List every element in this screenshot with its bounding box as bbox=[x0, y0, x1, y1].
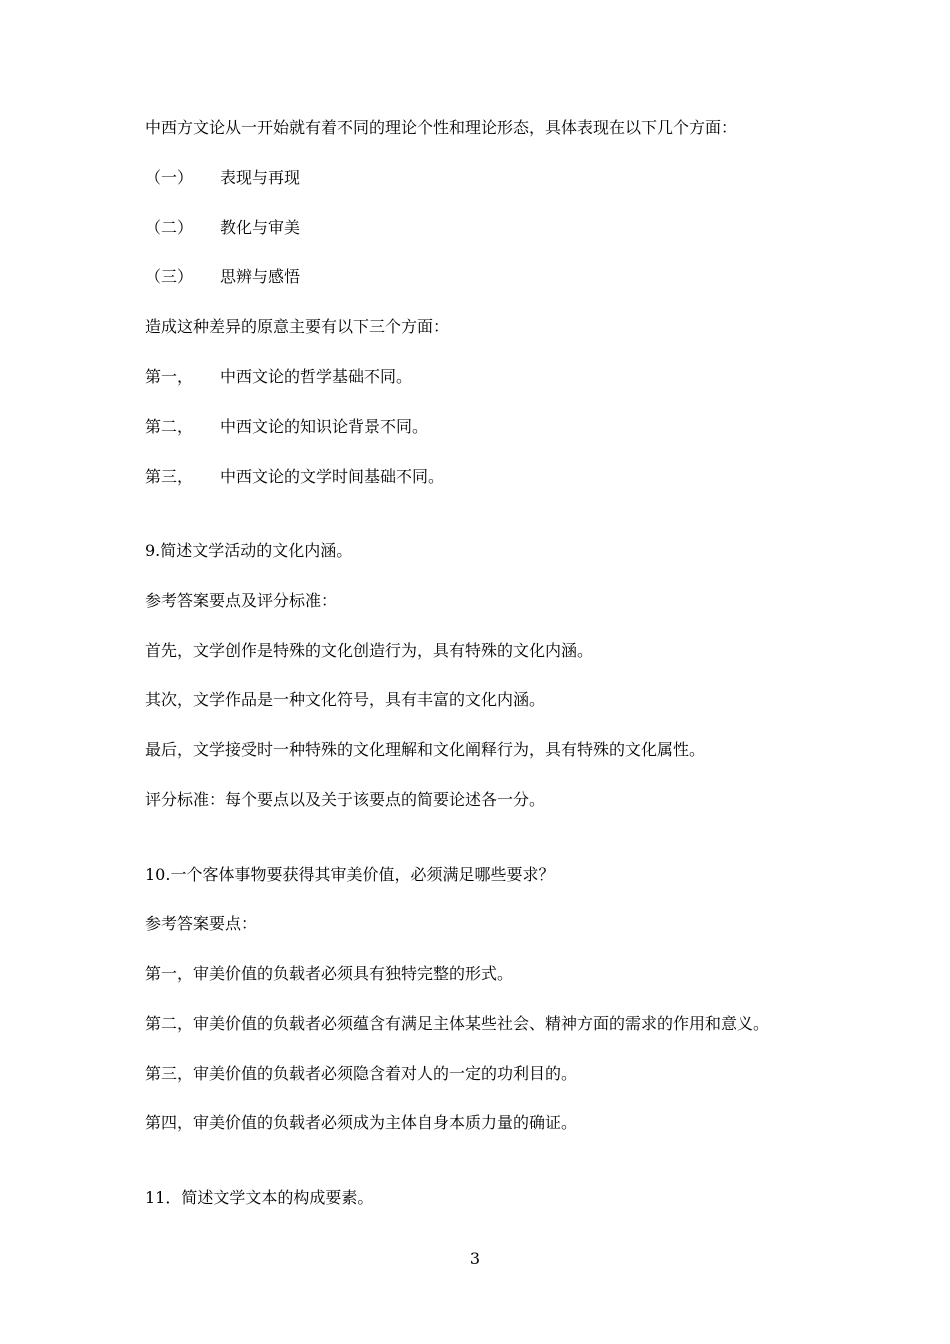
aspect-text: 教化与审美 bbox=[220, 218, 301, 237]
cause-label: 第二， bbox=[145, 417, 194, 436]
aspect-label: （三） bbox=[145, 267, 194, 286]
aspect-label: （二） bbox=[145, 218, 194, 237]
page-number: 3 bbox=[469, 1249, 481, 1268]
answer-point: 第四，审美价值的负载者必须成为主体自身本质力量的确证。 bbox=[145, 1113, 578, 1132]
aspect-item bbox=[145, 267, 300, 287]
answer-point: 首先，文学创作是特殊的文化创造行为，具有特殊的文化内涵。 bbox=[145, 641, 594, 660]
cause-item bbox=[145, 467, 444, 487]
answer-point: 第二，审美价值的负载者必须蕴含有满足主体某些社会、精神方面的需求的作用和意义。 bbox=[145, 1014, 770, 1033]
cause-text: 中西文论的哲学基础不同。 bbox=[220, 367, 413, 386]
answer-point: 第三，审美价值的负载者必须隐含着对人的一定的功利目的。 bbox=[145, 1064, 578, 1083]
scoring-standard: 评分标准：每个要点以及关于该要点的简要论述各一分。 bbox=[145, 790, 546, 809]
cause-label: 第三， bbox=[145, 467, 194, 486]
cause-item bbox=[145, 417, 428, 437]
cause-intro: 造成这种差异的原意主要有以下三个方面： bbox=[145, 317, 450, 336]
answer-heading-10: 参考答案要点： bbox=[145, 914, 258, 933]
answer-point: 第一，审美价值的负载者必须具有独特完整的形式。 bbox=[145, 964, 514, 983]
section-intro: 中西方文论从一开始就有着不同的理论个性和理论形态，具体表现在以下几个方面： bbox=[145, 118, 738, 137]
cause-text: 中西文论的文学时间基础不同。 bbox=[220, 467, 445, 486]
question-10: 10.一个客体事物要获得其审美价值，必须满足哪些要求？ bbox=[145, 865, 555, 884]
aspect-item bbox=[145, 218, 300, 238]
cause-label: 第一， bbox=[145, 367, 194, 386]
question-11: 11．简述文学文本的构成要素。 bbox=[145, 1188, 374, 1207]
cause-text: 中西文论的知识论背景不同。 bbox=[220, 417, 429, 436]
answer-point: 其次，文学作品是一种文化符号，具有丰富的文化内涵。 bbox=[145, 690, 546, 709]
aspect-text: 思辨与感悟 bbox=[220, 267, 301, 286]
cause-item bbox=[145, 367, 412, 387]
aspect-item bbox=[145, 168, 300, 188]
answer-heading-9: 参考答案要点及评分标准： bbox=[145, 591, 338, 610]
answer-point: 最后，文学接受时一种特殊的文化理解和文化阐释行为，具有特殊的文化属性。 bbox=[145, 740, 706, 759]
aspect-text: 表现与再现 bbox=[220, 168, 301, 187]
question-9: 9.简述文学活动的文化内涵。 bbox=[145, 541, 353, 560]
aspect-label: （一） bbox=[145, 168, 194, 187]
